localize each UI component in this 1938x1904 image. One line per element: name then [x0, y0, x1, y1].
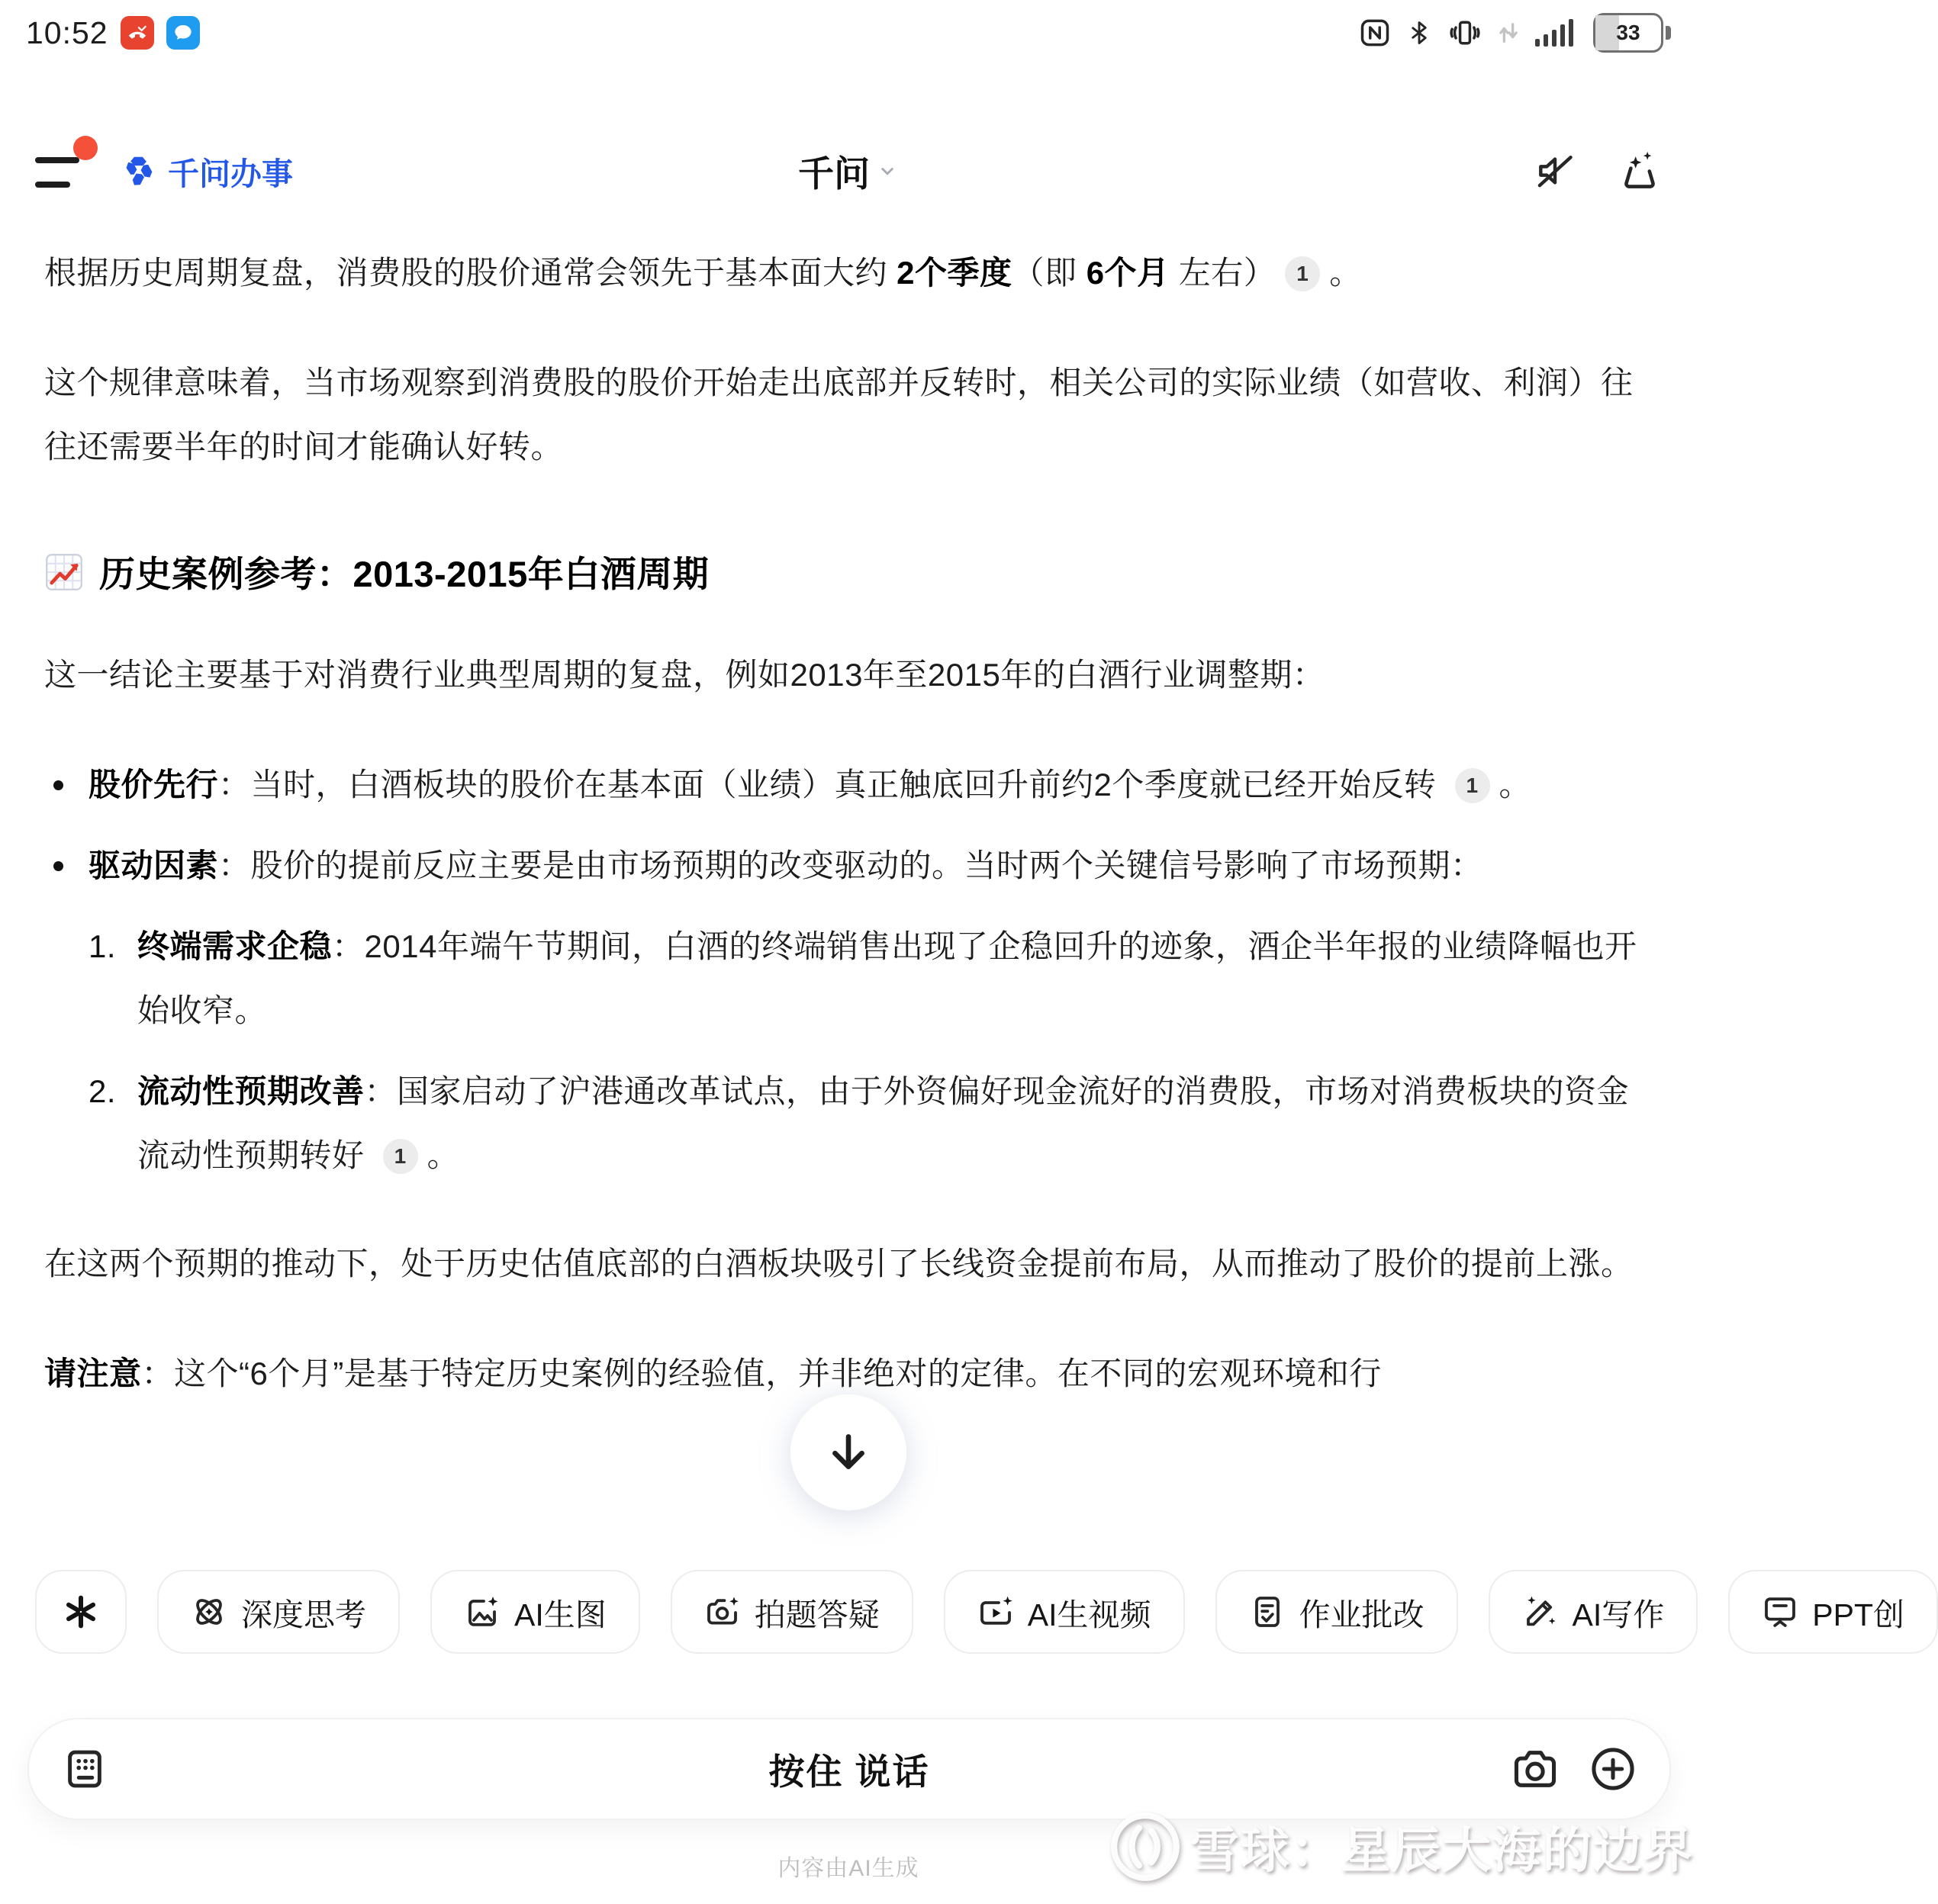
camera-button[interactable]: [1511, 1745, 1560, 1793]
status-bar: [0, 11, 1697, 55]
ai-video-icon: [977, 1594, 1014, 1630]
ppt-icon: [1762, 1594, 1798, 1630]
app-logo[interactable]: [119, 149, 293, 194]
chevron-down-icon: [876, 159, 899, 182]
hold-to-talk-label: 按住 说话: [768, 1751, 930, 1792]
bullet-dot: [53, 780, 63, 790]
list-item: 驱动因素：股价的提前反应主要是由市场预期的改变驱动的。当时两个关键信号影响了市场预期：: [44, 834, 1654, 898]
ai-image-button[interactable]: [430, 1570, 640, 1654]
paragraph-summary: 在这两个预期的推动下，处于历史估值底部的白酒板块吸引了长线资金提前布局，从而推动了股价的提前上涨。: [44, 1246, 1634, 1282]
photo-qa-button[interactable]: [671, 1570, 913, 1654]
chat-response: [44, 241, 1654, 1392]
quick-actions-toolbar: [0, 1570, 1904, 1658]
bluetooth-icon: [1405, 16, 1433, 50]
signal-list: [44, 915, 1654, 1188]
toolbar-button-label: 拍题答疑: [754, 1597, 880, 1632]
ai-writing-icon: [1522, 1594, 1559, 1630]
app-name: 千问办事: [168, 156, 293, 191]
paragraph-explanation: 这个规律意味着，当市场观察到消费股的股价开始走出底部并反转时，相关公司的实际业绩（如营收、利润）往往还需要半年的时间才能确认好转。: [44, 365, 1634, 465]
plus-button[interactable]: [1589, 1745, 1637, 1793]
chart-increasing-icon: [44, 552, 84, 592]
homework-grading-button[interactable]: [1215, 1570, 1458, 1654]
list-item: 1. 终端需求企稳：2014年端午节期间，白酒的终端销售出现了企稳回升的迹象，酒企半年报的业绩降幅也开始收窄。: [89, 928, 1637, 1028]
page-title: 千问: [798, 153, 870, 194]
vibrate-icon: [1447, 16, 1483, 50]
skills-button[interactable]: [35, 1570, 127, 1654]
ai-writing-button[interactable]: [1489, 1570, 1698, 1654]
toolbar-button-label: AI写作: [1572, 1597, 1665, 1632]
bullet-dot: [53, 861, 63, 871]
mute-button[interactable]: [1534, 150, 1576, 192]
clock: 10:52: [26, 14, 108, 50]
ai-share-button[interactable]: [1618, 149, 1662, 193]
scroll-to-bottom-button[interactable]: [790, 1394, 906, 1510]
ppt-create-button[interactable]: [1728, 1570, 1938, 1654]
toolbar-button-label: PPT创: [1812, 1597, 1904, 1632]
citation-badge[interactable]: 1: [1285, 256, 1320, 291]
watermark-text: 雪球：星辰大海的边界: [1190, 1823, 1694, 1878]
homework-check-icon: [1249, 1594, 1286, 1630]
messages-notification-icon: [166, 16, 200, 50]
list-item: 股价先行：当时，白酒板块的股价在基本面（业绩）真正触底回升前约2个季度就已经开始反转 1 。: [44, 753, 1654, 817]
toolbar-button-label: 作业批改: [1299, 1597, 1425, 1632]
voice-input-bar[interactable]: [27, 1718, 1671, 1820]
keyboard-toggle-button[interactable]: [61, 1745, 108, 1793]
section-heading: [44, 546, 1654, 597]
citation-badge[interactable]: 1: [1455, 768, 1490, 803]
app-header: [0, 128, 1697, 214]
list-item: 2. 流动性预期改善：国家启动了沪港通改革试点，由于外资偏好现金流好的消费股，市场对消费板块的资金流动性预期转好 1 。: [89, 1073, 1630, 1173]
ai-generated-notice: 内容由AI生成: [777, 1856, 919, 1881]
data-arrows-icon: [1497, 20, 1520, 46]
clipped-paragraph-wrap: [44, 1342, 1654, 1392]
model-selector[interactable]: [798, 146, 899, 197]
battery-indicator: [1593, 13, 1671, 53]
camera-qa-icon: [704, 1594, 741, 1630]
missed-call-notification-icon: [121, 16, 154, 50]
xueqiu-watermark: [1108, 1809, 1694, 1884]
paragraph-case-intro: 这一结论主要基于对消费行业典型周期的复盘，例如2013年至2015年的白酒行业调整期：: [44, 657, 1325, 693]
sparkle-asterisk-icon: [63, 1594, 99, 1630]
qwen-logo-icon: [119, 151, 159, 191]
deep-think-icon: [191, 1594, 227, 1630]
xueqiu-logo-icon: [1108, 1809, 1183, 1884]
notification-dot: [73, 136, 98, 160]
menu-button[interactable]: [35, 146, 89, 195]
toolbar-button-label: 深度思考: [241, 1597, 366, 1632]
battery-percent: 33: [1616, 21, 1640, 44]
toolbar-button-label: AI生视频: [1027, 1597, 1151, 1632]
nfc-icon: [1358, 16, 1392, 50]
paragraph-lead-conclusion: 根据历史周期复盘，消费股的股价通常会领先于基本面大约 2个季度（即 6个月 左右） 1 。: [44, 255, 1362, 291]
citation-badge[interactable]: 1: [383, 1139, 418, 1174]
toolbar-button-label: AI生图: [514, 1597, 607, 1632]
ai-image-icon: [464, 1594, 501, 1630]
signal-strength-icon: [1534, 16, 1579, 50]
key-points-list: [44, 753, 1654, 898]
section-title: 历史案例参考：2013-2015年白酒周期: [99, 554, 710, 594]
arrow-down-icon: [823, 1427, 874, 1478]
ai-video-button[interactable]: [944, 1570, 1185, 1654]
paragraph-note-clipped: 请注意：这个“6个月”是基于特定历史案例的经验值，并非绝对的定律。在不同的宏观环境和行: [44, 1356, 1382, 1391]
deep-think-button[interactable]: [157, 1570, 400, 1654]
